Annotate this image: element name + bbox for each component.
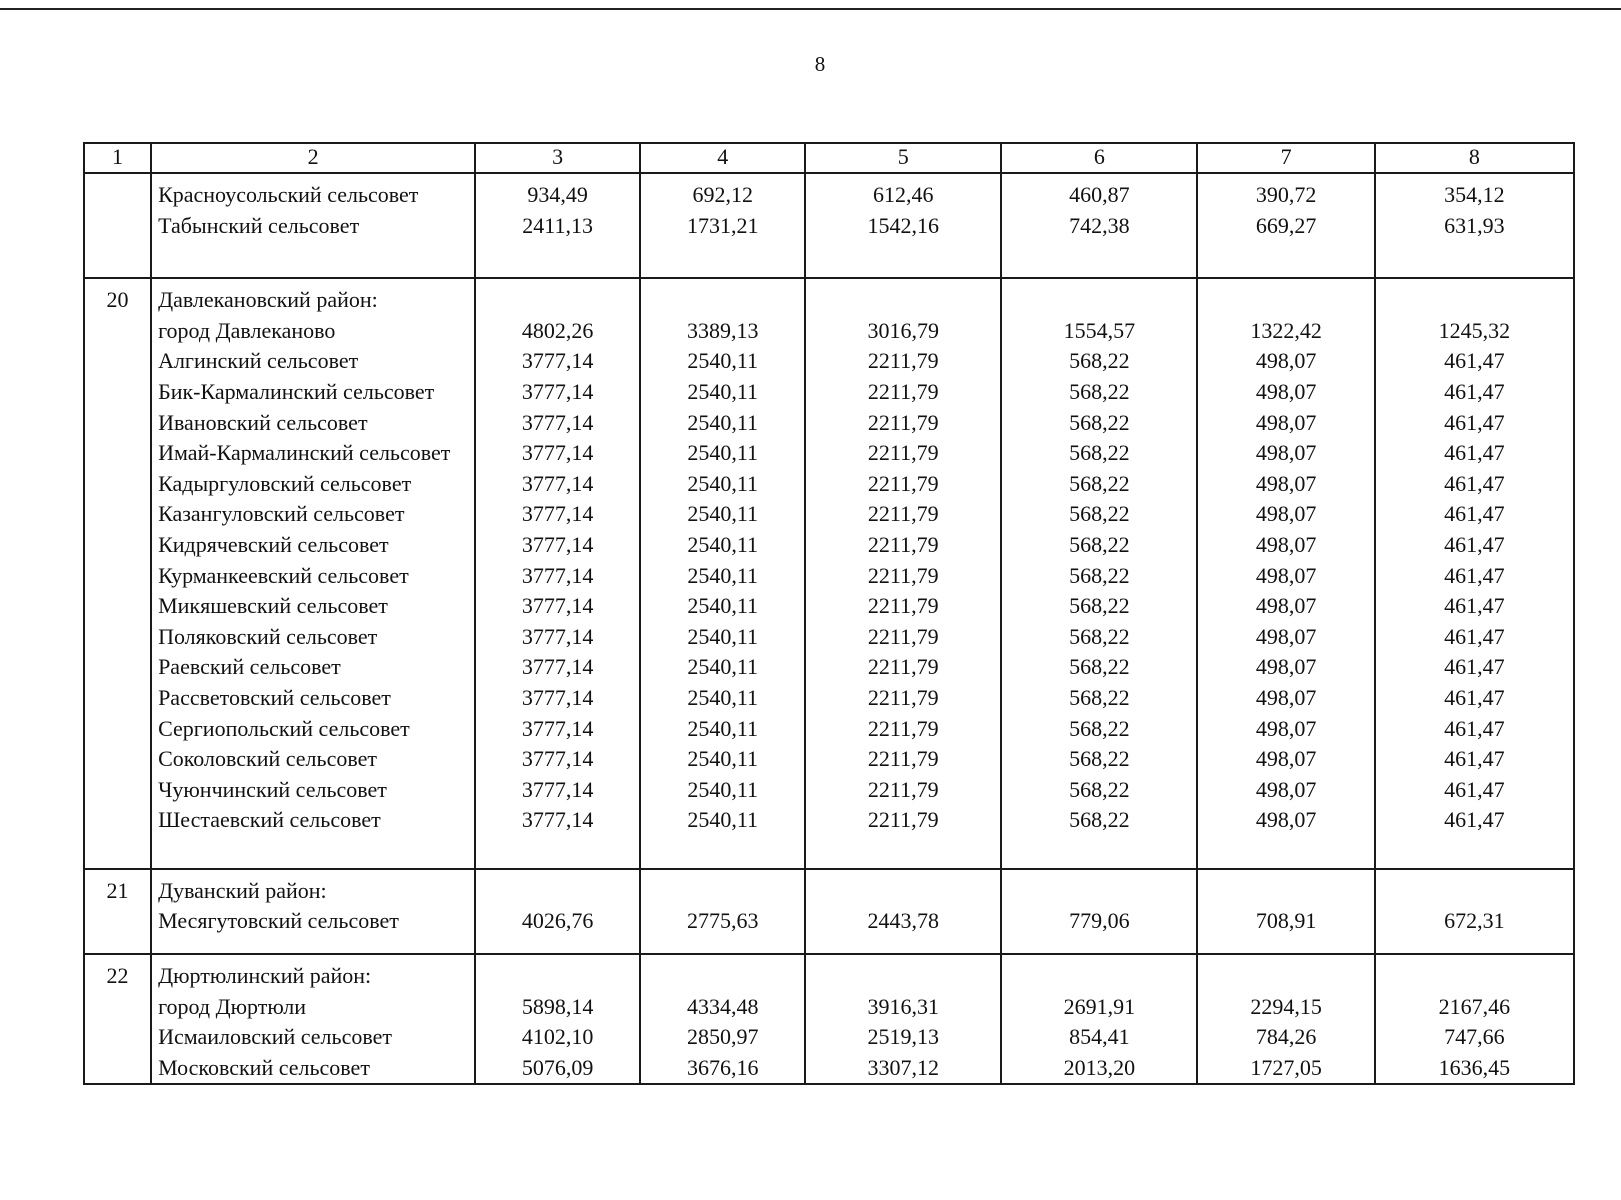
value-cell: 498,07: [1255, 531, 1317, 557]
value-col-4: [640, 278, 805, 869]
value-cell: 2211,79: [867, 807, 939, 833]
value-cell: 5898,14: [521, 993, 594, 1019]
value-col-7: [1197, 278, 1374, 869]
value-cell: 2443,78: [867, 908, 940, 934]
value-col-8: [1375, 278, 1574, 869]
value-cell: 3777,14: [521, 746, 594, 772]
header-col-3: 3: [475, 143, 640, 173]
value-col-8: [1375, 869, 1574, 954]
value-col-6: [1001, 173, 1197, 278]
settlement-name: Табынский сельсовет: [158, 212, 360, 238]
value-col-3: [475, 954, 640, 1084]
value-col-5: [805, 173, 1001, 278]
value-cell: 498,07: [1255, 654, 1317, 680]
value-col-6: [1001, 954, 1197, 1084]
value-cell: 3016,79: [867, 317, 940, 343]
settlement-name: Исмаиловский сельсовет: [158, 1024, 392, 1050]
value-cell: 672,31: [1444, 908, 1505, 934]
value-cell: 2211,79: [867, 409, 939, 435]
value-cell: 1727,05: [1250, 1054, 1322, 1080]
value-col-7: [1197, 869, 1374, 954]
value-cell: 568,22: [1069, 746, 1130, 772]
value-cell: 4102,10: [521, 1024, 594, 1050]
value-cell: 498,07: [1255, 776, 1317, 802]
value-cell: 498,07: [1255, 501, 1317, 527]
value-cell: 2540,11: [687, 593, 759, 619]
value-cell: 2540,11: [687, 715, 759, 741]
value-cell: 461,47: [1444, 746, 1505, 772]
value-cell: 2850,97: [686, 1024, 759, 1050]
value-col-6: [1001, 869, 1197, 954]
value-cell: [1376, 876, 1573, 907]
table-header-row: [84, 143, 1574, 173]
value-cell: 461,47: [1444, 684, 1505, 710]
value-cell: 3777,14: [521, 470, 594, 496]
value-cell: 1554,57: [1063, 317, 1136, 343]
value-cell: 461,47: [1444, 470, 1505, 496]
value-cell: 354,12: [1444, 182, 1505, 207]
value-cell: 461,47: [1444, 440, 1505, 466]
header-col-8: 8: [1375, 143, 1574, 173]
value-cell: 2540,11: [687, 562, 759, 588]
value-cell: 568,22: [1069, 562, 1130, 588]
row-number: 22: [84, 954, 151, 1084]
value-cell: 2540,11: [687, 746, 759, 772]
value-cell: 3777,14: [521, 807, 594, 833]
value-cell: [641, 876, 804, 907]
value-cell: 3777,14: [521, 715, 594, 741]
value-cell: 568,22: [1069, 531, 1130, 557]
settlement-name: Дюртюлинский район:: [158, 963, 372, 989]
value-cell: [476, 961, 639, 992]
value-cell: 2540,11: [687, 348, 759, 374]
value-cell: 3777,14: [521, 348, 594, 374]
value-cell: [1002, 961, 1196, 992]
settlement-name: Московский сельсовет: [158, 1054, 370, 1080]
value-cell: 568,22: [1069, 623, 1130, 649]
value-cell: 498,07: [1255, 715, 1317, 741]
value-cell: 3916,31: [867, 993, 940, 1019]
value-cell: 461,47: [1444, 348, 1505, 374]
value-cell: 2540,11: [687, 623, 759, 649]
value-cell: 3777,14: [521, 684, 594, 710]
value-cell: 2211,79: [867, 715, 939, 741]
value-cell: 568,22: [1069, 715, 1130, 741]
value-cell: [1376, 961, 1573, 992]
value-cell: 2540,11: [687, 807, 759, 833]
settlement-name: Давлекановский район:: [158, 287, 378, 313]
value-cell: 568,22: [1069, 348, 1130, 374]
value-cell: 2540,11: [687, 470, 759, 496]
value-col-6: [1001, 278, 1197, 869]
value-col-3: [475, 869, 640, 954]
value-cell: 784,26: [1255, 1024, 1317, 1050]
value-cell: 568,22: [1069, 440, 1130, 466]
names-cell: [151, 173, 475, 278]
value-cell: 568,22: [1069, 409, 1130, 435]
value-cell: [1198, 285, 1373, 316]
value-cell: 4026,76: [521, 908, 594, 934]
settlement-name: Ивановский сельсовет: [158, 409, 368, 435]
value-cell: 2540,11: [687, 776, 759, 802]
value-cell: 1245,32: [1438, 317, 1511, 343]
settlement-name: Чуюнчинский сельсовет: [158, 776, 387, 802]
value-cell: 461,47: [1444, 776, 1505, 802]
value-cell: 498,07: [1255, 348, 1317, 374]
value-cell: 498,07: [1255, 684, 1317, 710]
value-cell: 3777,14: [521, 654, 594, 680]
value-cell: 2540,11: [687, 378, 759, 404]
value-col-5: [805, 869, 1001, 954]
value-cell: 631,93: [1444, 212, 1505, 238]
value-cell: [1002, 285, 1196, 316]
value-cell: 2540,11: [687, 531, 759, 557]
value-cell: 461,47: [1444, 562, 1505, 588]
page-number: 8: [814, 52, 826, 76]
value-cell: 2167,46: [1438, 993, 1511, 1019]
value-cell: 2211,79: [867, 623, 939, 649]
value-col-3: [475, 278, 640, 869]
value-cell: 498,07: [1255, 440, 1317, 466]
value-cell: 708,91: [1255, 908, 1317, 934]
value-cell: 4802,26: [521, 317, 594, 343]
value-cell: [806, 285, 1000, 316]
value-cell: 2540,11: [687, 684, 759, 710]
table-row: [84, 278, 1574, 869]
value-cell: 1322,42: [1250, 317, 1322, 343]
settlement-name: Сергиопольский сельсовет: [158, 715, 410, 741]
value-cell: 461,47: [1444, 593, 1505, 619]
value-cell: [476, 876, 639, 907]
settlement-name: Казангуловский сельсовет: [158, 501, 405, 527]
header-col-4: 4: [640, 143, 805, 173]
value-cell: 2211,79: [867, 470, 939, 496]
value-cell: 3777,14: [521, 378, 594, 404]
value-cell: 692,12: [692, 182, 753, 207]
value-cell: [1198, 961, 1373, 992]
settlement-name: Соколовский сельсовет: [158, 746, 377, 772]
value-cell: 3777,14: [521, 562, 594, 588]
value-cell: 1636,45: [1438, 1054, 1511, 1080]
value-cell: 461,47: [1444, 378, 1505, 404]
header-col-1: 1: [84, 143, 151, 173]
value-cell: 3777,14: [521, 440, 594, 466]
settlement-name: Кадыргуловский сельсовет: [158, 470, 412, 496]
value-cell: 3777,14: [521, 531, 594, 557]
value-cell: 3389,13: [686, 317, 759, 343]
value-cell: 498,07: [1255, 470, 1317, 496]
settlement-name: Раевский сельсовет: [158, 654, 341, 680]
value-cell: 2211,79: [867, 746, 939, 772]
value-col-8: [1375, 954, 1574, 1084]
value-cell: 460,87: [1069, 182, 1130, 207]
value-cell: 2540,11: [687, 409, 759, 435]
value-cell: 854,41: [1069, 1024, 1130, 1050]
value-cell: 934,49: [527, 182, 588, 207]
value-cell: 2211,79: [867, 531, 939, 557]
value-cell: 3777,14: [521, 593, 594, 619]
value-cell: 2540,11: [687, 654, 759, 680]
settlement-name: Шестаевский сельсовет: [158, 807, 381, 833]
value-cell: 2211,79: [867, 440, 939, 466]
value-cell: [476, 285, 639, 316]
value-cell: 5076,09: [521, 1054, 594, 1080]
value-cell: 568,22: [1069, 776, 1130, 802]
header-col-7: 7: [1197, 143, 1374, 173]
value-cell: 2411,13: [522, 212, 593, 238]
settlement-name: Дуванский район:: [158, 877, 327, 903]
value-cell: 498,07: [1255, 409, 1317, 435]
value-col-4: [640, 173, 805, 278]
value-cell: 779,06: [1069, 908, 1130, 934]
value-cell: 3777,14: [521, 501, 594, 527]
header-col-2: 2: [151, 143, 475, 173]
value-cell: 498,07: [1255, 593, 1317, 619]
value-cell: [1002, 876, 1196, 907]
value-cell: 2211,79: [867, 378, 939, 404]
value-cell: 498,07: [1255, 746, 1317, 772]
value-cell: 1731,21: [686, 212, 759, 238]
value-cell: 3777,14: [521, 409, 594, 435]
settlement-name: Бик-Кармалинский сельсовет: [158, 378, 435, 404]
value-cell: 3777,14: [521, 776, 594, 802]
settlement-name: Рассветовский сельсовет: [158, 684, 391, 710]
value-cell: 568,22: [1069, 593, 1130, 619]
value-cell: 2211,79: [867, 776, 939, 802]
settlement-name: Имай-Кармалинский сельсовет: [158, 440, 451, 466]
value-cell: 2519,13: [867, 1024, 940, 1050]
value-cell: 612,46: [873, 182, 934, 207]
tariff-table: [83, 142, 1575, 1085]
value-cell: 2013,20: [1063, 1054, 1136, 1080]
table-row: [84, 954, 1574, 1084]
value-cell: 568,22: [1069, 501, 1130, 527]
value-cell: 2211,79: [867, 501, 939, 527]
value-cell: 461,47: [1444, 501, 1505, 527]
value-cell: 498,07: [1255, 378, 1317, 404]
value-cell: [806, 961, 1000, 992]
value-cell: 2540,11: [687, 440, 759, 466]
value-cell: 747,66: [1444, 1024, 1505, 1050]
settlement-name: город Дюртюли: [158, 993, 307, 1019]
header-col-6: 6: [1001, 143, 1197, 173]
settlement-name: Микяшевский сельсовет: [158, 593, 388, 619]
value-col-8: [1375, 173, 1574, 278]
value-col-7: [1197, 954, 1374, 1084]
value-col-7: [1197, 173, 1374, 278]
top-rule: [0, 8, 1621, 10]
value-cell: 669,27: [1255, 212, 1317, 238]
value-cell: 390,72: [1255, 182, 1317, 207]
value-col-5: [805, 278, 1001, 869]
value-cell: [1376, 285, 1573, 316]
value-cell: 1542,16: [867, 212, 940, 238]
value-col-3: [475, 173, 640, 278]
value-cell: 461,47: [1444, 715, 1505, 741]
settlement-name: Кидрячевский сельсовет: [158, 531, 389, 557]
value-cell: 461,47: [1444, 531, 1505, 557]
value-cell: 3307,12: [867, 1054, 940, 1080]
table-row: [84, 173, 1574, 278]
value-cell: 461,47: [1444, 623, 1505, 649]
row-number: 20: [84, 278, 151, 869]
value-col-4: [640, 869, 805, 954]
value-cell: 3676,16: [686, 1054, 759, 1080]
table-row: [84, 869, 1574, 954]
value-cell: 461,47: [1444, 654, 1505, 680]
value-cell: 498,07: [1255, 623, 1317, 649]
value-cell: [641, 285, 804, 316]
settlement-name: Поляковский сельсовет: [158, 623, 378, 649]
value-cell: 568,22: [1069, 654, 1130, 680]
value-cell: 498,07: [1255, 562, 1317, 588]
value-cell: 461,47: [1444, 409, 1505, 435]
value-cell: 2294,15: [1250, 993, 1322, 1019]
value-cell: 568,22: [1069, 378, 1130, 404]
settlement-name: Месягутовский сельсовет: [158, 908, 399, 934]
settlement-name: город Давлеканово: [158, 317, 336, 343]
value-col-5: [805, 954, 1001, 1084]
value-cell: 2211,79: [867, 654, 939, 680]
names-cell: [151, 869, 475, 954]
row-number: [84, 173, 151, 278]
names-cell: [151, 278, 475, 869]
value-cell: 568,22: [1069, 807, 1130, 833]
settlement-name: Красноусольский сельсовет: [158, 182, 419, 207]
value-col-4: [640, 954, 805, 1084]
header-col-5: 5: [805, 143, 1001, 173]
value-cell: [1198, 876, 1373, 907]
value-cell: [641, 961, 804, 992]
value-cell: 568,22: [1069, 470, 1130, 496]
settlement-name: Курманкеевский сельсовет: [158, 562, 409, 588]
value-cell: [806, 876, 1000, 907]
settlement-name: Алгинский сельсовет: [158, 348, 359, 374]
value-cell: 2211,79: [867, 348, 939, 374]
value-cell: 742,38: [1069, 212, 1130, 238]
value-cell: 2211,79: [867, 593, 939, 619]
value-cell: 2540,11: [687, 501, 759, 527]
value-cell: 2775,63: [686, 908, 759, 934]
row-number: 21: [84, 869, 151, 954]
value-cell: 461,47: [1444, 807, 1505, 833]
names-cell: [151, 954, 475, 1084]
value-cell: 2691,91: [1063, 993, 1136, 1019]
value-cell: 2211,79: [867, 562, 939, 588]
value-cell: 3777,14: [521, 623, 594, 649]
value-cell: 4334,48: [686, 993, 759, 1019]
value-cell: 498,07: [1255, 807, 1317, 833]
value-cell: 568,22: [1069, 684, 1130, 710]
value-cell: 2211,79: [867, 684, 939, 710]
